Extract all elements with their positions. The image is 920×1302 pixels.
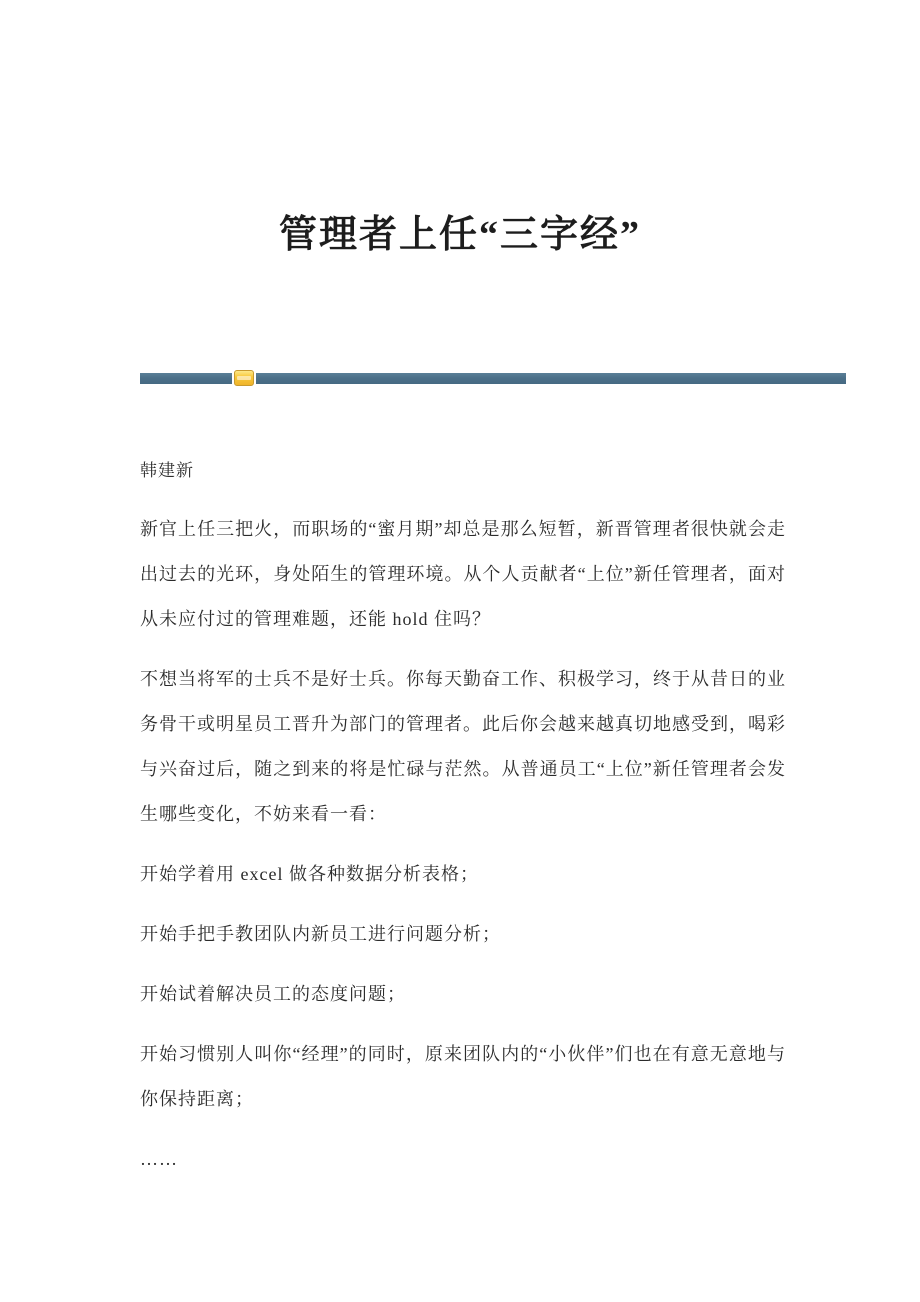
divider-bar-left	[140, 373, 232, 384]
paragraph-ellipsis: ……	[140, 1149, 178, 1169]
paragraph-promotion: 不想当将军的士兵不是好士兵。你每天勤奋工作、积极学习，终于从昔日的业务骨干或明星员工晋升为部门的管理者。此后你会越来越真切地感受到，喝彩与兴奋过后，随之到来的将是忙碌与茫然。从普通员工“上位”新任管理者会发生哪些变化，不妨来看一看：	[140, 669, 786, 824]
section-divider	[140, 369, 846, 387]
envelope-icon	[234, 370, 254, 386]
author-name: 韩建新	[140, 461, 194, 480]
paragraph-list-item-excel: 开始学着用 excel 做各种数据分析表格；	[140, 864, 479, 884]
document-body	[140, 448, 786, 1197]
paragraph-list-item-teach: 开始手把手教团队内新员工进行问题分析；	[140, 924, 501, 944]
document-title: 管理者上任“三字经”	[278, 214, 641, 256]
divider-bar-right	[256, 373, 846, 384]
paragraph-list-item-attitude: 开始试着解决员工的态度问题；	[140, 984, 406, 1004]
paragraph-list-item-manager-title: 开始习惯别人叫你“经理”的同时，原来团队内的“小伙伴”们也在有意无意地与你保持距离；	[140, 1044, 786, 1109]
paragraph-intro: 新官上任三把火，而职场的“蜜月期”却总是那么短暂，新晋管理者很快就会走出过去的光环，身处陌生的管理环境。从个人贡献者“上位”新任管理者，面对从未应付过的管理难题，还能 hold 住吗？	[140, 519, 786, 629]
